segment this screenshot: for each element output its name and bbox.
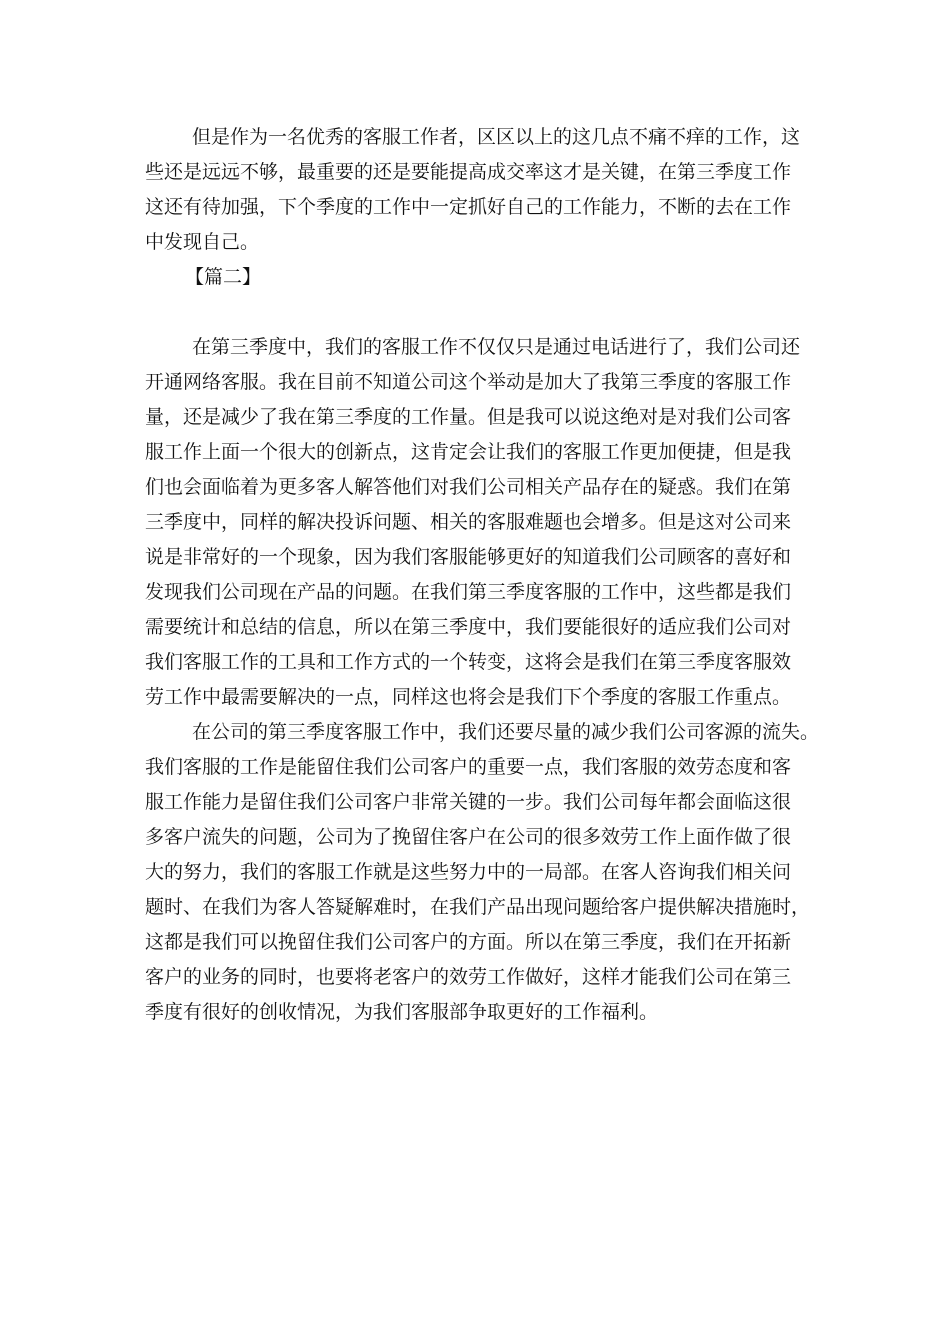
text-line: 在第三季度中，我们的客服工作不仅仅只是通过电话进行了，我们公司还 [192,336,801,358]
text-line: 但是作为一名优秀的客服工作者，区区以上的这几点不痛不痒的工作，这 [192,126,801,148]
text-line: 们也会面临着为更多客人解答他们对我们公司相关产品存在的疑惑。我们在第 [145,476,792,498]
text-line: 量，还是减少了我在第三季度的工作量。但是我可以说这绝对是对我们公司客 [145,406,792,428]
text-line: 题时、在我们为客人答疑解难时，在我们产品出现问题给客户提供解决措施时， [145,896,811,918]
text-line: 服工作上面一个很大的创新点，这肯定会让我们的客服工作更加便捷，但是我 [145,441,792,463]
text-line: 服工作能力是留住我们公司客户非常关键的一步。我们公司每年都会面临这很 [145,791,792,813]
text-line: 说是非常好的一个现象，因为我们客服能够更好的知道我们公司顾客的喜好和 [145,546,792,568]
text-line: 开通网络客服。我在目前不知道公司这个举动是加大了我第三季度的客服工作 [145,371,792,393]
text-line: 中发现自己。 [145,231,260,253]
text-line: 发现我们公司现在产品的问题。在我们第三季度客服的工作中，这些都是我们 [145,581,792,603]
text-line: 这都是我们可以挽留住我们公司客户的方面。所以在第三季度，我们在开拓新 [145,931,792,953]
text-line: 季度有很好的创收情况，为我们客服部争取更好的工作福利。 [145,1001,659,1023]
text-line: 需要统计和总结的信息，所以在第三季度中，我们要能很好的适应我们公司对 [145,616,792,638]
paragraph-1 [145,120,815,260]
text-line: 我们客服的工作是能留住我们公司客户的重要一点，我们客服的效劳态度和客 [145,756,792,778]
text-line: 劳工作中最需要解决的一点，同样这也将会是我们下个季度的客服工作重点。 [145,686,792,708]
text-line: 这还有待加强，下个季度的工作中一定抓好自己的工作能力，不断的去在工作 [145,196,792,218]
text-line: 我们客服工作的工具和工作方式的一个转变，这将会是我们在第三季度客服效 [145,651,792,673]
section-title: 【篇二】 [185,266,262,288]
document-page [145,120,820,1030]
text-line: 客户的业务的同时，也要将老客户的效劳工作做好，这样才能我们公司在第三 [145,966,792,988]
text-line: 在公司的第三季度客服工作中，我们还要尽量的减少我们公司客源的流失。 [192,721,820,743]
text-line: 三季度中，同样的解决投诉问题、相关的客服难题也会增多。但是这对公司来 [145,511,792,533]
text-line: 多客户流失的问题，公司为了挽留住客户在公司的很多效劳工作上面作做了很 [145,826,792,848]
paragraph-2 [145,330,815,715]
paragraph-3 [145,715,820,1030]
text-line: 些还是远远不够，最重要的还是要能提高成交率这才是关键，在第三季度工作 [145,161,792,183]
text-line: 大的努力，我们的客服工作就是这些努力中的一局部。在客人咨询我们相关问 [145,861,792,883]
